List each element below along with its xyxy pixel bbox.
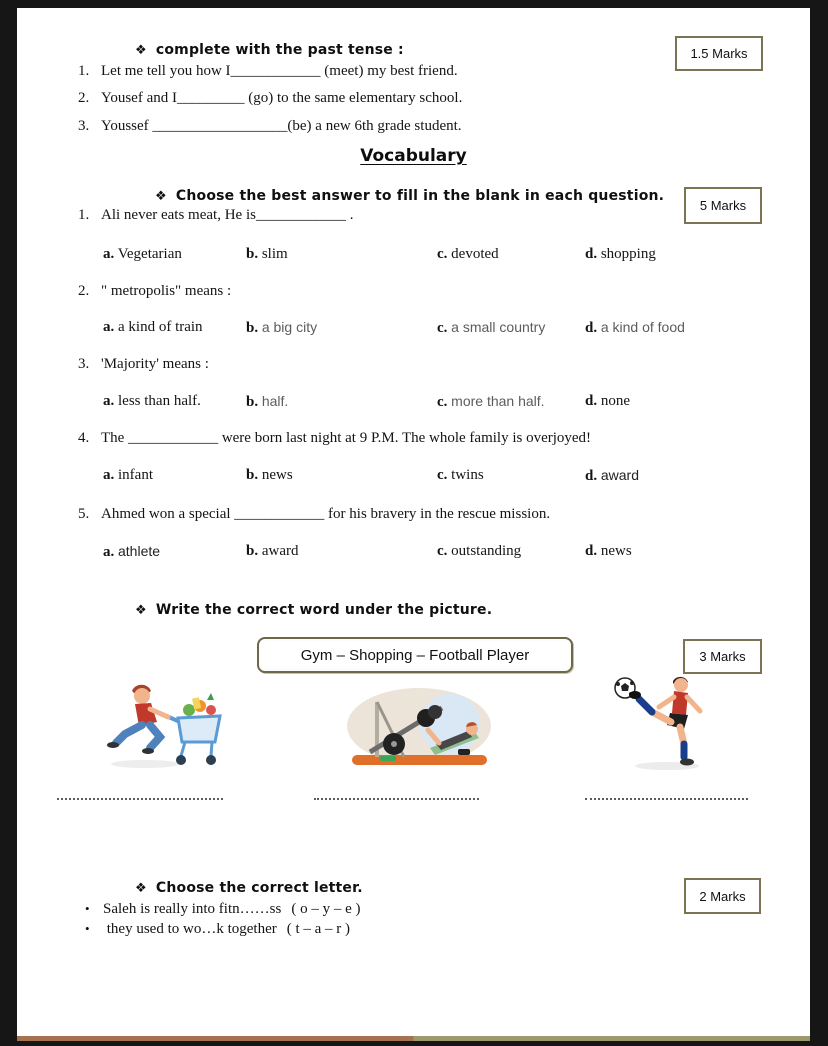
green-weight [380, 756, 396, 761]
shopping-illustration [90, 676, 255, 776]
question-number: 5. [78, 506, 90, 522]
word-bank-box [257, 637, 573, 673]
dumbbell [458, 749, 470, 755]
option-5d: d. news [585, 543, 632, 559]
option-3b: b. half. [246, 393, 289, 410]
question-number: 1. [78, 207, 90, 223]
heading-text-pictures: Write the correct word under the picture. [155, 602, 493, 618]
word-bank-text: Gym – Shopping – Football Player [300, 646, 530, 664]
question-text: Ali never eats meat, He is____________ . [101, 207, 354, 223]
option-2a: a. a kind of train [103, 319, 203, 335]
letter-choices: ( t – a – r ) [286, 921, 351, 937]
arm [659, 697, 674, 707]
option-3d: d. none [585, 393, 631, 409]
marks-box-vocabulary [684, 187, 762, 224]
running-shopper [107, 685, 168, 754]
item-text: Youssef __________________(be) a new 6th grade student. [101, 118, 462, 134]
option-4d: d. award [585, 467, 639, 484]
vocab-question-1 [78, 207, 353, 224]
option-3c: c. more than half. [437, 393, 545, 410]
question-number: 3. [78, 356, 90, 372]
option-5b: b. award [246, 543, 299, 559]
vocab-question-4 [78, 430, 591, 447]
marks-box-pictures [683, 639, 762, 674]
answer-line-2 [314, 798, 479, 800]
grocery-green [183, 704, 195, 716]
option-2d: d. a kind of food [585, 319, 685, 336]
heading-text-letters: Choose the correct letter. [155, 880, 363, 896]
item-number: 2. [78, 90, 90, 106]
shopping-cart [162, 693, 220, 765]
question-number: 4. [78, 430, 90, 446]
marks-label: 1.5 Marks [690, 46, 748, 61]
item-number: 1. [78, 63, 90, 79]
letter-item-1 [85, 901, 360, 918]
marks-label: 2 Marks [699, 888, 746, 904]
option-5a: a. athlete [103, 543, 161, 560]
head [134, 688, 150, 704]
arm [687, 697, 700, 711]
question-text: " metropolis" means : [101, 283, 232, 299]
answer-line-1 [57, 798, 223, 800]
item-text: Yousef and I_________ (go) to the same elementary school. [101, 90, 463, 106]
past-tense-item-1 [78, 63, 458, 80]
question-number: 2. [78, 283, 90, 299]
section-heading-past-tense [135, 42, 404, 58]
option-5c: c. outstanding [437, 543, 522, 559]
bullet-dot-icon: • [85, 901, 90, 916]
options-row-4 [0, 467, 828, 487]
past-tense-item-3 [78, 118, 462, 135]
letter-item-2 [85, 921, 350, 938]
player [629, 677, 700, 766]
question-text: Ahmed won a special ____________ for his bravery in the rescue mission. [101, 506, 551, 522]
option-3a: a. less than half. [103, 393, 201, 409]
answer-line-3 [585, 798, 748, 800]
item-number: 3. [78, 118, 90, 134]
options-row-1 [0, 246, 828, 266]
vocab-question-2 [78, 283, 231, 300]
bullet-dot-icon: • [85, 921, 90, 936]
grocery-leaf [207, 693, 214, 700]
marks-box-past-tense [675, 36, 763, 71]
options-row-2 [0, 319, 828, 339]
options-row-3 [0, 393, 828, 413]
option-1c: c. devoted [437, 246, 499, 262]
question-text: The ____________ were born last night at 9 P.M. The whole family is overjoyed! [101, 430, 592, 446]
marks-label: 3 Marks [699, 649, 746, 664]
option-1d: d. shopping [585, 246, 656, 262]
orange-mat [352, 755, 487, 765]
item-text: they used to wo…k together [103, 921, 277, 937]
shoe [107, 742, 119, 748]
diamond-bullet-icon: ❖ [135, 43, 147, 58]
front-leg [150, 725, 160, 748]
question-text: 'Majority' means : [101, 356, 209, 372]
ground-shadow [111, 760, 179, 768]
option-1a: a. Vegetarian [103, 246, 182, 262]
option-4b: b. news [246, 467, 293, 483]
vocab-question-3 [78, 356, 209, 373]
page-bottom-border [17, 1036, 810, 1041]
back-leg [116, 725, 142, 743]
option-2b: b. a big city [246, 319, 318, 336]
vocabulary-title: Vocabulary [360, 146, 467, 166]
gym-illustration [342, 686, 497, 778]
blue-sock [639, 699, 652, 712]
item-text: Let me tell you how I____________ (meet) my best friend. [101, 63, 458, 79]
section-heading-choose-best [155, 188, 664, 204]
diamond-bullet-icon: ❖ [135, 881, 147, 896]
marks-box-letters [684, 878, 761, 914]
option-4c: c. twins [437, 467, 484, 483]
letter-choices: ( o – y – e ) [291, 901, 361, 917]
item-text: Saleh is really into fitn……ss [103, 901, 282, 917]
grocery-red [206, 705, 216, 715]
diamond-bullet-icon: ❖ [135, 603, 147, 618]
section-heading-letters [135, 880, 363, 896]
heading-text-past-tense: complete with the past tense : [155, 42, 404, 58]
head [674, 678, 688, 692]
shoe [142, 748, 154, 754]
marks-label: 5 Marks [699, 198, 747, 213]
past-tense-item-2 [78, 90, 462, 107]
diamond-bullet-icon: ❖ [155, 189, 167, 204]
weight-plate [428, 705, 442, 719]
heading-text-choose-best: Choose the best answer to fill in the blank in each question. [175, 188, 665, 204]
options-row-5 [0, 543, 828, 563]
option-4a: a. infant [103, 467, 153, 483]
option-2c: c. a small country [437, 319, 546, 336]
option-1b: b. slim [246, 246, 288, 262]
boot [629, 691, 641, 699]
section-heading-pictures [135, 602, 492, 618]
vocab-question-5 [78, 506, 550, 523]
boot [680, 759, 694, 766]
football-player-illustration [595, 672, 720, 774]
